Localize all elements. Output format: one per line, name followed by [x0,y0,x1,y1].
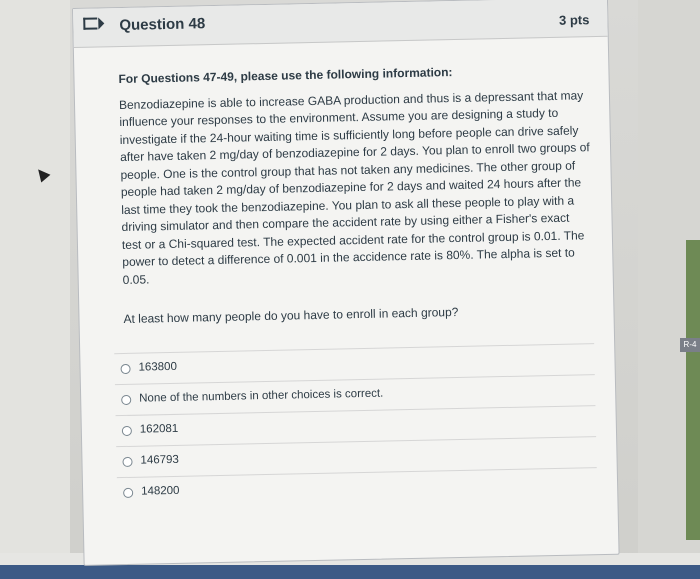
question-points: 3 pts [558,12,590,28]
question-card [72,0,620,566]
answer-label: None of the numbers in other choices is correct. [139,387,384,405]
photo-left-background [0,0,70,579]
answer-label: 146793 [140,453,179,467]
answer-label: 162081 [139,422,179,436]
question-passage: Benzodiazepine is able to increase GABA production and thus is a depressant that may influence your responses to the environment. Assume you are designing a study to investigate if the 24-hour waiting time is sufficiently long before people can drive safely after have taken 2 mg/day of benzodiazepine for 2 days. You plan to enroll two groups of people. One is the control group that has not taken any medicines. The other group of people had taken 2 mg/day of benzodiazepine for 2 days and waited 24 hours after the last time they took the benzodiazepine. You plan to ask all these people to play with a driving simulator and then compare the accident rate by using either a Fisher's exact test or a Chi-squared test. The expected accident rate for the control group is 0.01. The power to detect a difference of 0.001 in the accidence rate is 80%. The alpha is set to 0.05. [118,87,590,287]
question-title: Question 48 [119,15,206,35]
flag-question-icon[interactable] [83,17,97,29]
edge-badge: R-4 [680,338,700,352]
question-prompt: At least how many people do you have to enroll in each group? [123,304,459,326]
question-intro: For Questions 47-49, please use the following information: [118,65,453,87]
answer-list [114,343,597,508]
answer-label: 148200 [141,484,180,498]
question-body [74,37,618,509]
answer-label: 163800 [138,360,178,374]
radio-button[interactable] [121,394,131,404]
radio-button[interactable] [122,425,132,435]
side-green-strip [686,240,700,540]
radio-button[interactable] [122,456,132,466]
bottom-taskbar-strip [0,565,700,579]
radio-button[interactable] [120,363,130,373]
radio-button[interactable] [123,487,133,497]
